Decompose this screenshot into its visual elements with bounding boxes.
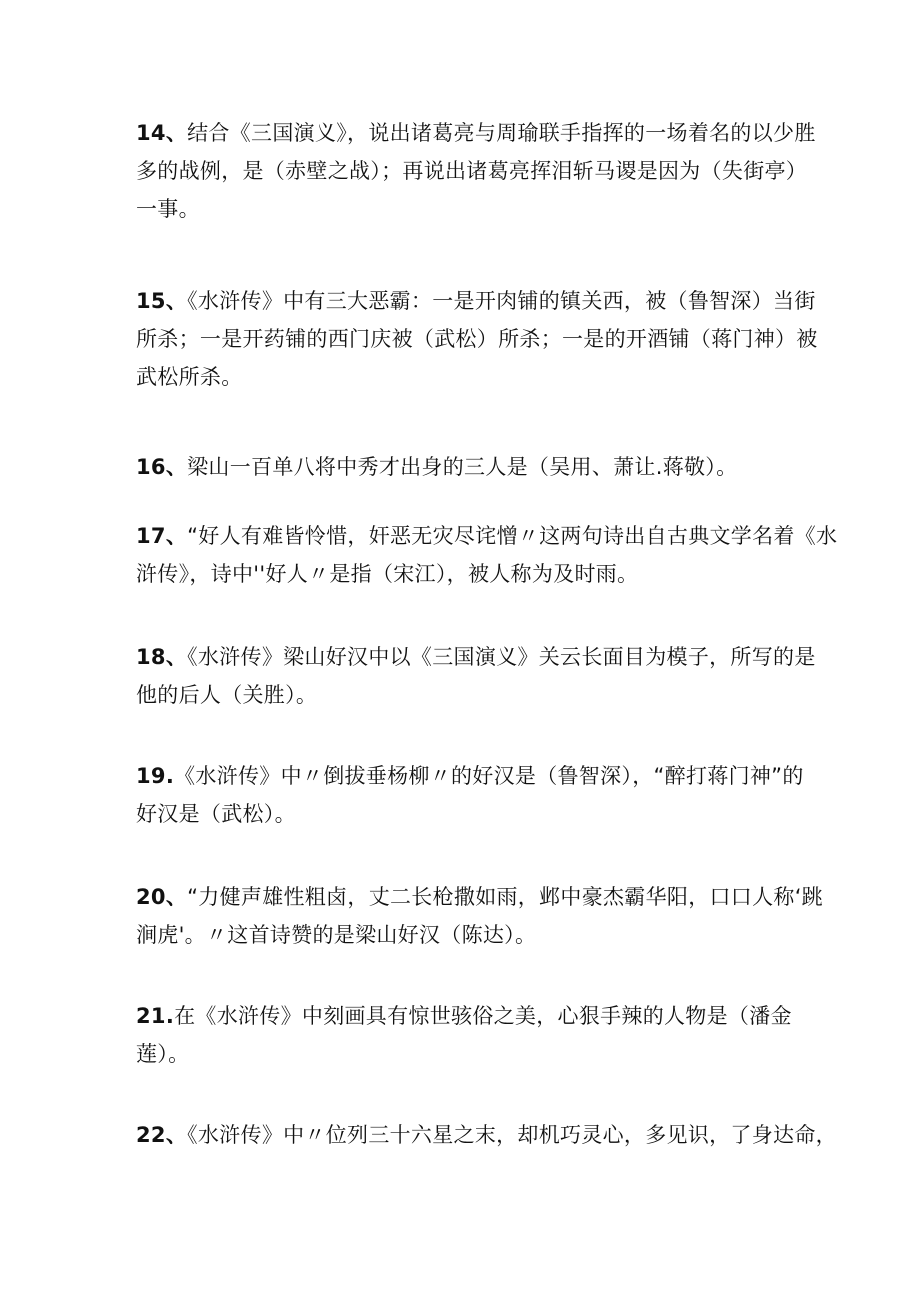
line-text: 浒传》，诗中''好人〃是指（宋江），被人称为及时雨。 [136, 562, 639, 586]
line-text: “力健声雄性粗卤，丈二长枪撒如雨，邺中豪杰霸华阳，口口人称‘跳 [187, 885, 823, 909]
line-text: 《水浒传》中〃位列三十六星之末，却机巧灵心，多见识，了身达命， [187, 1123, 837, 1147]
question-16 [136, 448, 796, 486]
question-21 [136, 997, 796, 1073]
line-text: 结合《三国演义》，说出诸葛亮与周瑜联手指挥的一场着名的以少胜 [187, 121, 816, 145]
question-number: 15、 [136, 289, 188, 313]
question-18 [136, 638, 816, 714]
line-text: 《水浒传》梁山好汉中以《三国演义》关云长面目为模子，所写的是 [187, 645, 816, 669]
question-14 [136, 114, 816, 228]
text-line [136, 282, 816, 320]
question-number: 14、 [136, 121, 188, 145]
text-line [136, 114, 816, 152]
line-text: 多的战例，是（赤壁之战）；再说出诸葛亮挥泪斩马谡是因为（失街亭） [136, 159, 808, 183]
question-number: 16、 [136, 455, 188, 479]
question-15 [136, 282, 818, 396]
line-text: 一事。 [136, 197, 200, 221]
line-text: 所杀；一是开药铺的西门庆被（武松）所杀；一是的开酒铺（蒋门神）被 [136, 327, 818, 351]
line-text: 莲）。 [136, 1042, 190, 1066]
line-text: 在《水浒传》中刻画具有惊世骇俗之美，心狠手辣的人物是（潘金 [174, 1004, 792, 1028]
question-22 [136, 1116, 837, 1154]
text-line [136, 517, 838, 555]
line-text: 涧虎'。〃这首诗赞的是梁山好汉（陈达）。 [136, 923, 537, 947]
line-text: 《水浒传》中有三大恶霸：一是开肉铺的镇关西，被（鲁智深）当街 [187, 289, 816, 313]
question-20 [136, 878, 823, 954]
line-text: “好人有难皆怜惜，奸恶无灾尽诧憎〃这两句诗出自古典文学名着《水 [187, 524, 838, 548]
question-number: 17、 [136, 524, 188, 548]
question-number: 19. [136, 764, 175, 788]
question-17 [136, 517, 838, 593]
line-text: 《水浒传》中〃倒拔垂杨柳〃的好汉是（鲁智深），“醉打蒋门神”的 [174, 764, 804, 788]
text-line [136, 638, 816, 676]
question-number: 20、 [136, 885, 188, 909]
text-line [136, 997, 796, 1035]
question-number: 21. [136, 1004, 175, 1028]
text-line [136, 757, 804, 795]
line-text: 他的后人（关胜）。 [136, 683, 318, 707]
line-text: 梁山一百单八将中秀才出身的三人是（吴用、萧让.蒋敬）。 [187, 455, 738, 479]
question-19 [136, 757, 804, 833]
question-number: 18、 [136, 645, 188, 669]
text-line [136, 448, 796, 486]
text-line [136, 1116, 837, 1154]
line-text: 武松所杀。 [136, 365, 243, 389]
question-number: 22、 [136, 1123, 188, 1147]
text-line [136, 878, 823, 916]
line-text: 好汉是（武松）。 [136, 802, 296, 826]
